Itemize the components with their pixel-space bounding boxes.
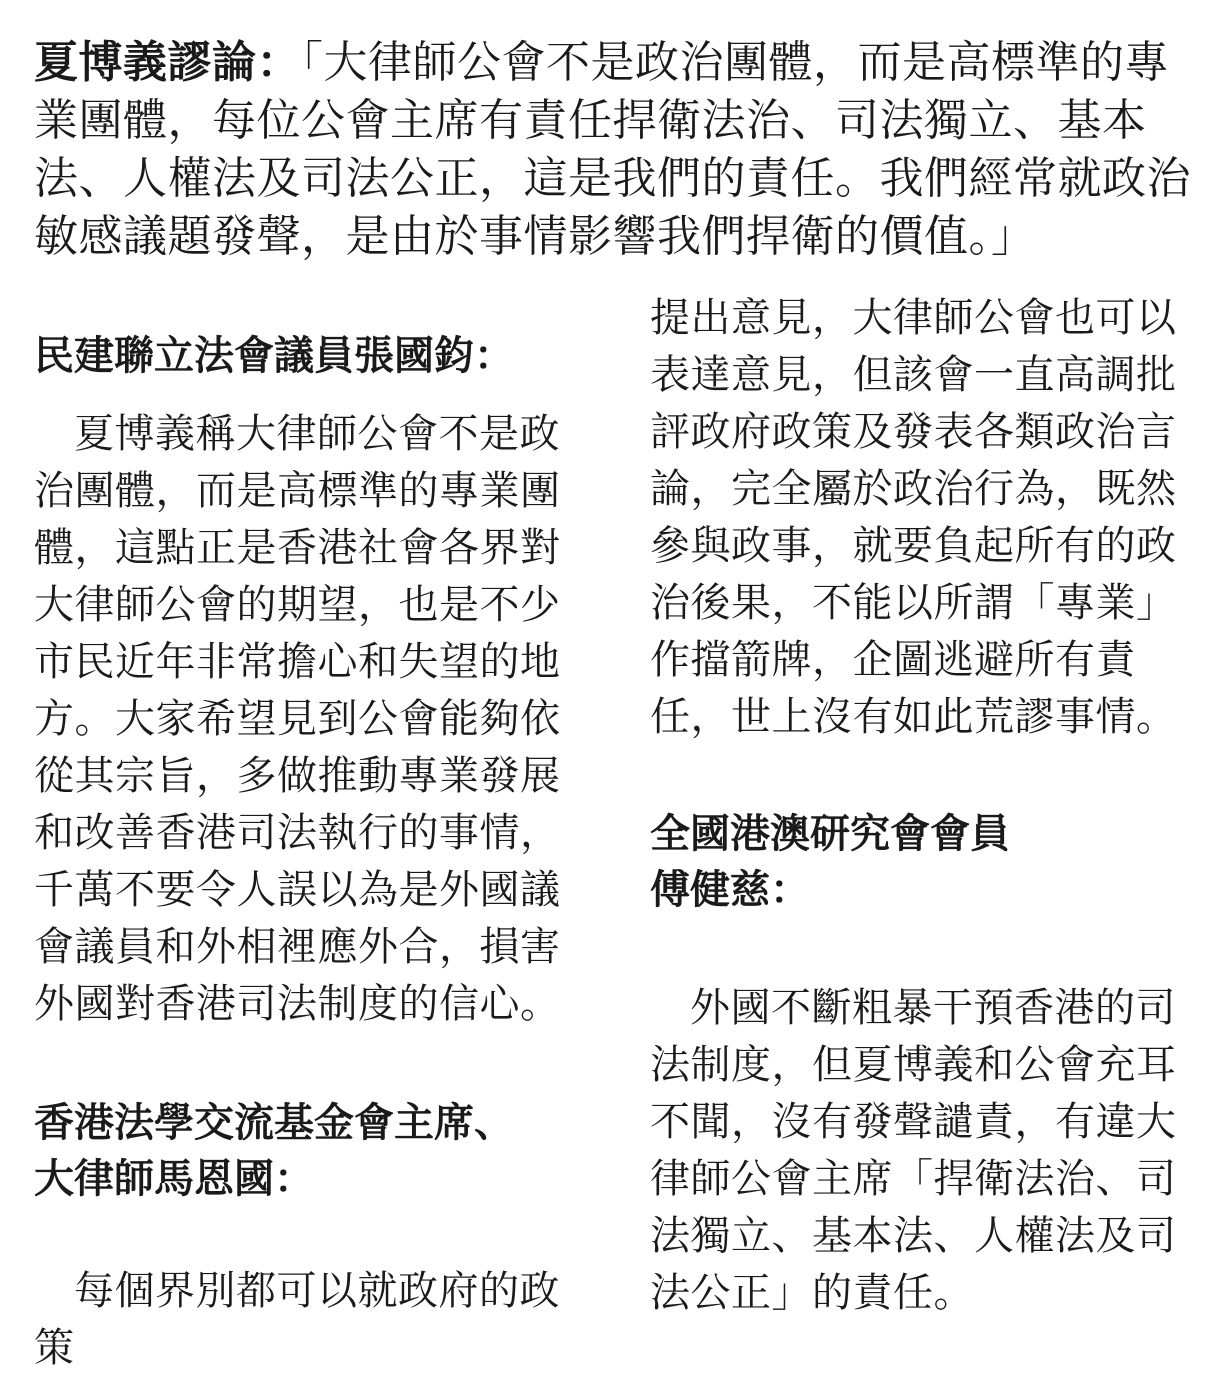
section3-body: 外國不斷粗暴干預香港的司法制度，但夏博義和公會充耳不聞，沒有發聲譴責，有違大律師公會主席「捍衛法治、司法獨立、基本法、人權法及司法公正」的責任。 [650, 985, 1177, 1316]
left-column [34, 290, 579, 1377]
section2-heading-line1: 香港法學交流基金會主席、 [34, 1100, 514, 1146]
section1-body: 夏博義稱大律師公會不是政治團體，而是高標準的專業團體，這點正是香港社會各界對大律師公會的期望，也是不少市民近年非常擔心和失望的地方。大家希望見到公會能夠依從其宗旨，多做推動專業發展和改善香港司法執行的事情，千萬不要令人誤以為是外國議會議員和外相裡應外合，損害外國對香港司法制度的信心。 [34, 411, 561, 1027]
section1-heading: 民建聯立法會議員張國鈞： [34, 333, 514, 379]
section2-body-start: 每個界別都可以就政府的政策 [34, 1268, 560, 1371]
section2-body-continuation: 提出意見，大律師公會也可以表達意見，但該會一直高調批評政府政策及發表各類政治言論，完全屬於政治行為，既然參與政事，就要負起所有的政治後果，不能以所謂「專業」作擋箭牌，企圖逃避所有責任，世上沒有如此荒謬事情。 [650, 295, 1177, 740]
section2-heading-line2: 大律師馬恩國： [34, 1156, 314, 1202]
top-quote-speaker: 夏博義謬論： [34, 37, 301, 88]
top-quote-text: 「大律師公會不是政治團體，而是高標準的專業團體，每位公會主席有責任捍衛法治、司法獨立、基本法、人權法及司法公正，這是我們的責任。我們經常就政治敏感議題發聲，是由於事情影響我們捍衛的價值。」 [34, 37, 1191, 262]
right-column [650, 290, 1195, 1322]
top-quote [34, 34, 1194, 266]
section2-heading [34, 1095, 579, 1207]
section3-heading-line1: 全國港澳研究會會員 [650, 811, 1010, 857]
section3-heading-line2: 傅健慈： [650, 867, 810, 913]
section3-heading [650, 806, 1195, 918]
